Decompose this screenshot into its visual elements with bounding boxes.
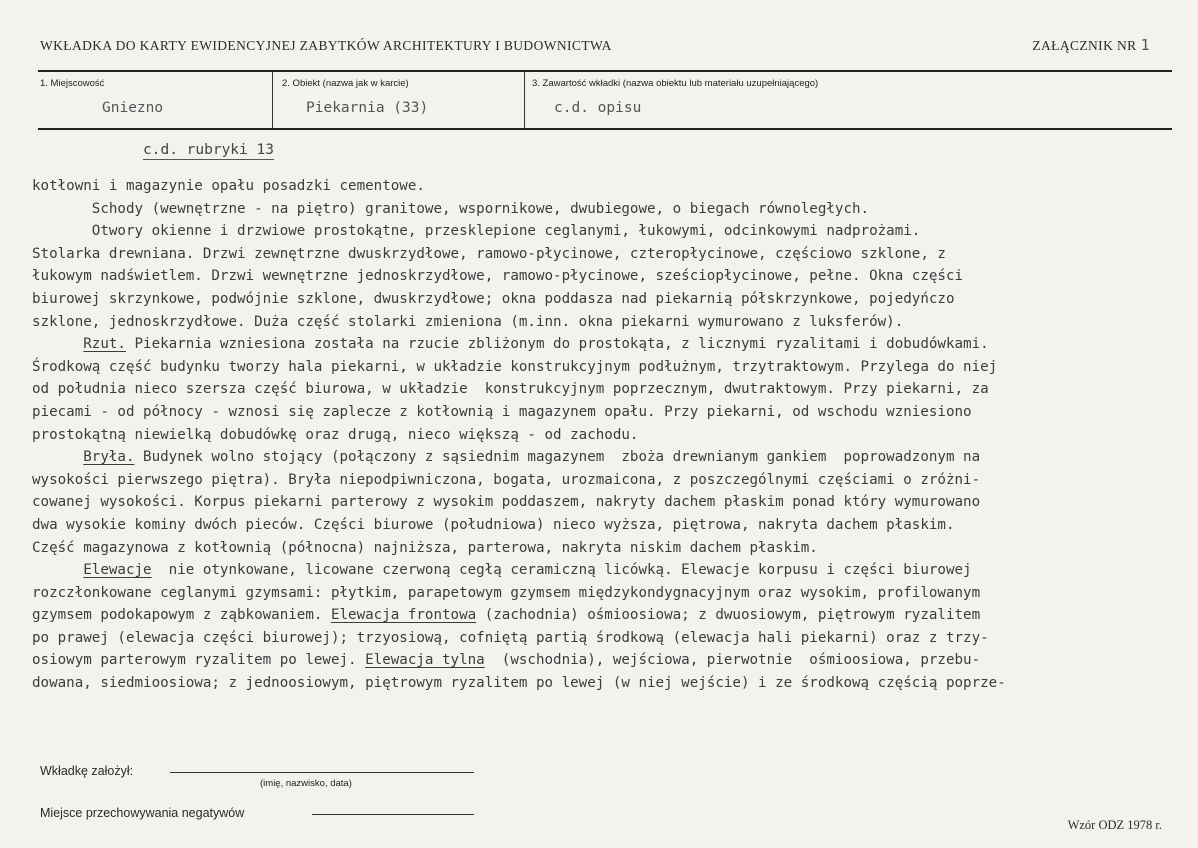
body-heading-segment: Elewacja tylna	[365, 652, 485, 669]
body-text-segment: gzymsem podokapowym z ząbkowaniem.	[32, 607, 331, 624]
body-line	[32, 627, 1192, 650]
body-line	[32, 514, 1192, 537]
body-heading-segment: Elewacja frontowa	[330, 607, 477, 624]
body-text-segment	[32, 336, 83, 352]
body-heading-segment: Elewacje	[83, 562, 152, 579]
field-object-value: Piekarnia (33)	[306, 100, 429, 116]
body-text-segment: biurowej skrzynkowe, podwójnie szklone, dwuskrzydłowe; okna poddasza nad piekarnią półskrzynkowe, pojedyńczo	[32, 290, 955, 307]
body-line	[32, 469, 1192, 492]
attachment-number	[1032, 36, 1150, 54]
body-line	[32, 220, 1192, 243]
attachment-number-value: 1	[1140, 36, 1150, 54]
body-text-segment: (zachodnia) ośmioosiowa; z dwuosiowym, piętrowym ryzalitem	[476, 607, 981, 624]
prepared-by-line	[170, 772, 474, 773]
body-text-segment: dwa wysokie kominy dwóch pieców. Części biurowe (południowa) nieco wyższa, piętrowa, nakryta dachem płaskim.	[32, 516, 955, 533]
negatives-location-line	[312, 814, 474, 815]
body-text-segment: Budynek wolno stojący (połączony z sąsiednim magazynem zboża drewnianym gankiem poprowadzonym na	[134, 449, 981, 466]
prepared-by-label: Wkładkę założył:	[40, 764, 134, 778]
negatives-location-label: Miejsce przechowywania negatywów	[40, 806, 245, 820]
body-line	[32, 378, 1192, 401]
body-text-segment: po prawej (elewacja części biurowej); trzyosiową, cofniętą partią środkową (elewacja hali piekarni) oraz z trzy-	[32, 629, 989, 646]
body-line	[32, 288, 1192, 311]
body-text-segment: łukowym nadświetlem. Drzwi wewnętrzne jednoskrzydłowe, ramowo-płycinowe, sześciopłycinowe, pełne. Okna części	[32, 268, 964, 285]
description-body	[32, 175, 1192, 695]
field-divider-2	[524, 72, 525, 128]
body-line	[32, 198, 1192, 221]
body-text-segment: dowana, siedmioosiowa; z jednoosiowym, piętrowym ryzalitem po lewej (w niej wejście) i ze środkową częścią poprze-	[32, 675, 1006, 692]
body-line	[32, 491, 1192, 514]
body-line	[32, 537, 1192, 560]
body-line	[32, 333, 1192, 356]
body-line	[32, 649, 1192, 672]
form-code: Wzór ODZ 1978 r.	[1067, 818, 1162, 832]
body-line	[32, 356, 1192, 379]
body-text-segment: Środkową część budynku tworzy hala piekarni, w układzie konstrukcyjnym podłużnym, trzytraktowym. Przylega do niej	[32, 358, 998, 375]
body-line	[32, 424, 1192, 447]
body-text-segment: Otwory okienne i drzwiowe prostokątne, przesklepione ceglanymi, łukowymi, odcinkowymi nadprożami.	[32, 223, 921, 240]
field-divider-1	[272, 72, 273, 128]
body-line	[32, 311, 1192, 334]
form-title: WKŁADKA DO KARTY EWIDENCYJNEJ ZABYTKÓW ARCHITEKTURY I BUDOWNICTWA	[40, 38, 612, 53]
header-bottom-rule	[38, 128, 1172, 130]
body-text-segment: wysokości pierwszego piętra). Bryła niepodpiwniczona, bogata, urozmaicona, z poszczególnymi częściami o zróżni-	[32, 471, 981, 488]
body-text-segment: osiowym parterowym ryzalitem po lewej.	[32, 652, 366, 669]
body-text-segment	[32, 562, 83, 578]
body-text-segment: Piekarnia wzniesiona została na rzucie zbliżonym do prostokąta, z licznymi ryzalitami i dobudówkami.	[125, 336, 989, 353]
body-text-segment: piecami - od północy - wznosi się zaplecze z kotłownią i magazynem opału. Przy piekarni, od wschodu wzniesiono	[32, 403, 972, 420]
body-text-segment: kotłowni i magazynie opału posadzki cementowe.	[32, 178, 425, 194]
body-line	[32, 243, 1192, 266]
field-object-label: 2. Obiekt (nazwa jak w karcie)	[282, 78, 409, 89]
body-line	[32, 265, 1192, 288]
body-line	[32, 672, 1192, 695]
body-line	[32, 401, 1192, 424]
body-text-segment: Schody (wewnętrzne - na piętro) granitowe, wspornikowe, dwubiegowe, o biegach równoległych.	[32, 200, 870, 217]
body-text-segment: cowanej wysokości. Korpus piekarni parterowy z wysokim poddaszem, nakryty dachem płaskim ponad który wymurowano	[32, 494, 981, 511]
body-text-segment	[32, 449, 83, 465]
body-text-segment: (wschodnia), wejściowa, pierwotnie ośmioosiowa, przebu-	[484, 652, 981, 669]
field-contents-label: 3. Zawartość wkładki (nazwa obiektu lub materiału uzupełniającego)	[532, 78, 819, 89]
attachment-label: ZAŁĄCZNIK NR	[1032, 38, 1137, 53]
body-heading-segment: Bryła.	[83, 449, 135, 466]
body-line	[32, 559, 1192, 582]
body-text-segment: od południa nieco szersza część biurowa, w układzie konstrukcyjnym poprzecznym, dwutraktowym. Przy piekarni, za	[32, 381, 989, 398]
body-text-segment: Stolarka drewniana. Drzwi zewnętrzne dwuskrzydłowe, ramowo-płycinowe, czteropłycinowe, częściowo szklone, z	[32, 245, 946, 262]
body-text-segment: nie otynkowane, licowane czerwoną cegłą ceramiczną licówką. Elewacje korpusu i części biurowej	[151, 562, 972, 579]
body-line	[32, 604, 1192, 627]
field-contents-value: c.d. opisu	[554, 100, 642, 116]
header-top-rule	[38, 70, 1172, 72]
body-text-segment: Część magazynowa z kotłownią (północna) najniższa, parterowa, nakryta niskim dachem płaskim.	[32, 539, 818, 556]
body-text-segment: prostokątną niewielką dobudówkę oraz drugą, nieco większą - od zachodu.	[32, 426, 639, 443]
body-line	[32, 582, 1192, 605]
field-locality-label: 1. Miejscowość	[40, 78, 105, 89]
body-line	[32, 175, 1192, 198]
body-text-segment: rozczłonkowane ceglanymi gzymsami: płytkim, parapetowym gzymsem międzykondygnacyjnym oraz wysokim, profilowanym	[32, 584, 981, 601]
body-heading-segment: Rzut.	[83, 336, 126, 353]
section-heading: c.d. rubryki 13	[143, 142, 274, 158]
body-text-segment: szklone, jednoskrzydłowe. Duża część stolarki zmieniona (m.inn. okna piekarni wymurowano z luksferów).	[32, 313, 904, 330]
field-locality-value: Gniezno	[102, 100, 164, 116]
prepared-by-sublabel: (imię, nazwisko, data)	[260, 778, 352, 789]
body-line	[32, 446, 1192, 469]
